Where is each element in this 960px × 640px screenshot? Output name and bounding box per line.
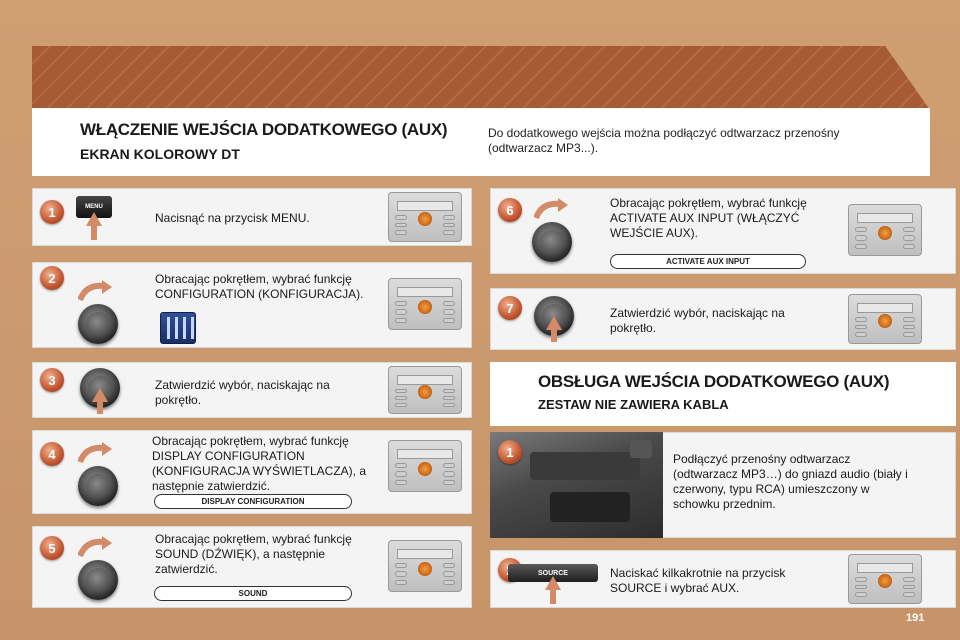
step-number-5: 5 <box>40 536 64 560</box>
radio-unit-icon <box>848 294 922 344</box>
display-configuration-pill: DISPLAY CONFIGURATION <box>154 494 352 509</box>
decorative-banner <box>32 46 930 110</box>
radio-unit-icon <box>388 540 462 592</box>
press-arrow-icon <box>92 388 108 402</box>
press-arrow-stem <box>550 590 556 604</box>
rotate-arrow-icon <box>78 442 114 464</box>
rotary-knob-icon <box>78 304 118 344</box>
step-number-3: 3 <box>40 368 64 392</box>
aux-step-number-1: 1 <box>498 440 522 464</box>
intro-text: Do dodatkowego wejścia można podłączyć odtwarzacz przenośny (odtwarzacz MP3...). <box>488 126 840 155</box>
press-arrow-icon <box>546 316 562 330</box>
activate-aux-input-pill: ACTIVATE AUX INPUT <box>610 254 806 269</box>
step-text-5: Obracając pokrętłem, wybrać funkcję SOUND (DŹWIĘK), a następnie zatwierdzić. <box>155 532 352 576</box>
menu-key: MENU <box>76 196 112 218</box>
source-key: SOURCE <box>508 564 598 582</box>
step-number-4: 4 <box>40 442 64 466</box>
section2-subtitle: ZESTAW NIE ZAWIERA KABLA <box>538 397 729 412</box>
step-text-3: Zatwierdzić wybór, naciskając na pokrętło. <box>155 378 330 407</box>
step-number-2: 2 <box>40 266 64 290</box>
rotary-knob-icon <box>78 466 118 506</box>
sound-pill: SOUND <box>154 586 352 601</box>
press-arrow-icon <box>86 212 102 226</box>
step-number-7: 7 <box>498 296 522 320</box>
step-text-1: Nacisnąć na przycisk MENU. <box>155 211 310 225</box>
aux-step-text-1: Podłączyć przenośny odtwarzacz (odtwarzacz MP3…) do gniazd audio (biały i czerwony, typu RCA) umieszczony w schowku przednim. <box>673 452 908 511</box>
configuration-icon <box>160 312 196 344</box>
radio-unit-icon <box>848 204 922 256</box>
radio-unit-icon <box>388 192 462 242</box>
radio-unit-icon <box>388 440 462 492</box>
step-number-6: 6 <box>498 198 522 222</box>
press-arrow-stem <box>91 226 97 240</box>
rotate-arrow-icon <box>534 198 570 220</box>
page-subtitle: EKRAN KOLOROWY DT <box>80 146 240 162</box>
page-title: WŁĄCZENIE WEJŚCIA DODATKOWEGO (AUX) <box>80 120 448 139</box>
step-text-2: Obracając pokrętłem, wybrać funkcję CONFIGURATION (KONFIGURACJA). <box>155 272 364 301</box>
press-arrow-stem <box>551 330 557 342</box>
rotate-arrow-icon <box>78 536 114 558</box>
step-text-4: Obracając pokrętłem, wybrać funkcję DISPLAY CONFIGURATION (KONFIGURACJA WYŚWIETLACZA), a następnie zatwierdzić. <box>152 434 367 493</box>
radio-unit-icon <box>388 278 462 330</box>
press-arrow-icon <box>545 576 561 590</box>
rotary-knob-icon <box>78 560 118 600</box>
step-text-6: Obracając pokrętłem, wybrać funkcję ACTIVATE AUX INPUT (WŁĄCZYĆ WEJŚCIE AUX). <box>610 196 807 240</box>
aux-step-text-2: Naciskać kilkakrotnie na przycisk SOURCE i wybrać AUX. <box>610 566 786 595</box>
step-number-1: 1 <box>40 200 64 224</box>
page-number: 191 <box>906 612 925 624</box>
step-text-7: Zatwierdzić wybór, naciskając na pokrętło. <box>610 306 785 335</box>
rotary-knob-icon <box>532 222 572 262</box>
rotate-arrow-icon <box>78 280 114 302</box>
section2-title: OBSŁUGA WEJŚCIA DODATKOWEGO (AUX) <box>538 372 890 391</box>
radio-unit-icon <box>388 366 462 414</box>
press-arrow-stem <box>97 402 103 414</box>
radio-unit-icon <box>848 554 922 604</box>
